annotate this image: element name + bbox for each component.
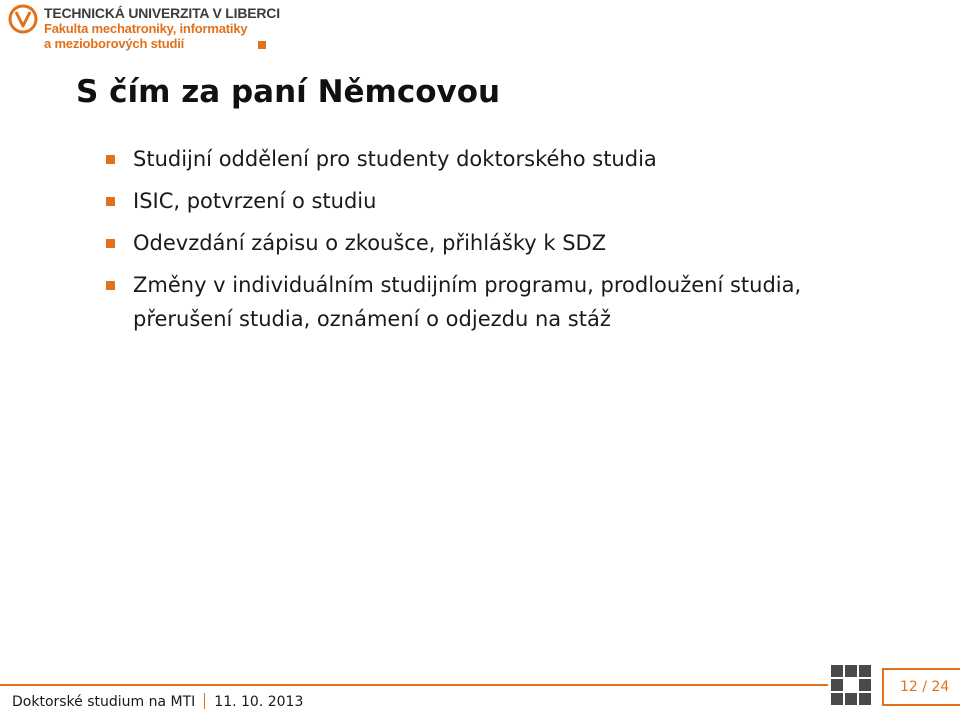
bullet-list [106,142,866,344]
list-item-text: Odevzdání zápisu o zkoušce, přihlášky k SDZ [133,231,607,255]
list-item [106,184,866,218]
page-number: 12 / 24 [900,679,950,695]
footer-course: Doktorské studium na MTI [12,694,196,710]
list-item [106,268,866,336]
bullet-square-icon [106,197,115,206]
bullet-square-icon [106,155,115,164]
footer-separator [204,693,205,709]
list-item-text: Studijní oddělení pro studenty doktorského studia [133,147,657,171]
bullet-square-icon [106,239,115,248]
logo-square-mark [258,41,266,49]
footer-divider [0,684,828,686]
bullet-square-icon [106,281,115,290]
list-item [106,142,866,176]
list-item-text: ISIC, potvrzení o studiu [133,189,377,213]
footer-info [12,693,303,710]
slide-title: S čím za paní Němcovou [76,74,501,110]
university-logo-icon [8,4,38,34]
faculty-name-line1: Fakulta mechatroniky, informatiky [44,21,248,36]
faculty-name-line2: a mezioborových studií [44,36,185,51]
slide-grid-icon[interactable] [831,665,875,709]
footer-date: 11. 10. 2013 [214,694,304,710]
university-logo [8,4,278,52]
university-name: TECHNICKÁ UNIVERZITA V LIBERCI [44,5,280,21]
list-item-text: Změny v individuálním studijním programu, prodloužení studia, přerušení studia, oznámení o odjezdu na stáž [133,273,802,331]
list-item [106,226,866,260]
